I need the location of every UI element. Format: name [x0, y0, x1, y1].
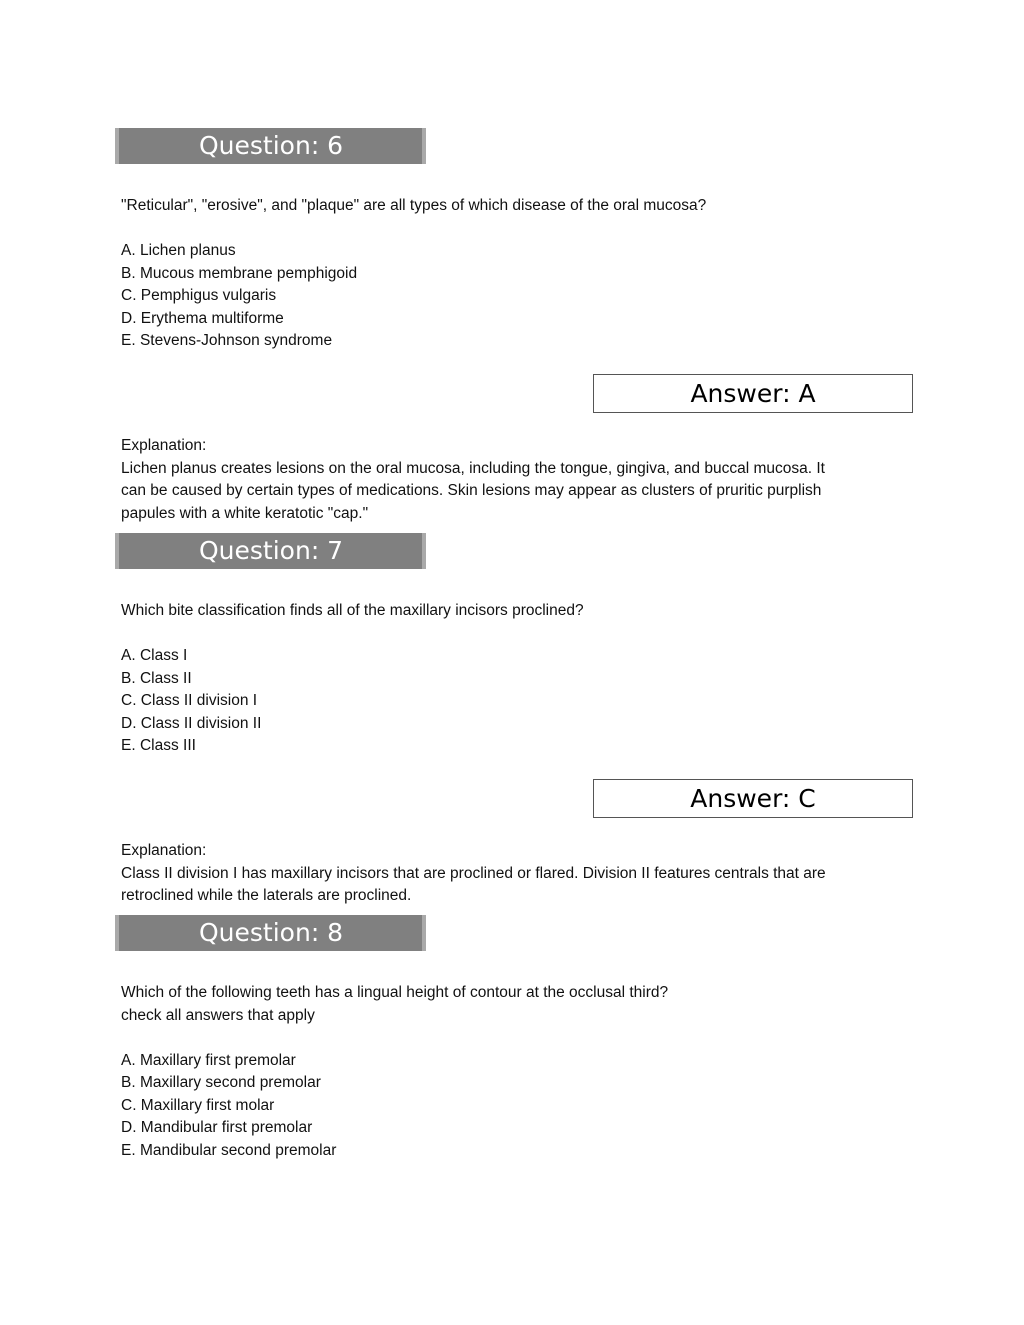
- question-8-option-b: B. Maxillary second premolar: [121, 1074, 321, 1091]
- question-8-body: [121, 982, 896, 1162]
- question-6-answer: Answer: A: [593, 374, 913, 413]
- question-8-option-a: A. Maxillary first premolar: [121, 1051, 296, 1069]
- question-7-title: Question: 7: [199, 536, 344, 565]
- question-8-title: Question: 8: [199, 918, 344, 947]
- question-7-option-d: D. Class II division II: [121, 714, 262, 732]
- question-7-option-b: B. Class II: [121, 669, 192, 687]
- question-6-option-e: E. Stevens-Johnson syndrome: [121, 332, 333, 349]
- question-8-option-c: C. Maxillary first molar: [121, 1096, 275, 1114]
- explanation-line: papules with a white keratotic "cap.": [121, 504, 369, 522]
- question-6-option-c: C. Pemphigus vulgaris: [121, 287, 277, 304]
- question-7-option-c: C. Class II division I: [121, 692, 258, 709]
- question-6-option-d: D. Erythema multiforme: [121, 309, 284, 327]
- question-6-body: [121, 195, 896, 353]
- explanation-line: Class II division I has maxillary incisors that are proclined or flared. Division II features centrals that are: [121, 864, 826, 882]
- explanation-label: Explanation:: [121, 437, 207, 454]
- explanation-line: can be caused by certain types of medications. Skin lesions may appear as clusters of pruritic purplish: [121, 482, 822, 499]
- question-7-option-e: E. Class III: [121, 737, 196, 754]
- question-8-prompt: Which of the following teeth has a lingual height of contour at the occlusal third?: [121, 984, 669, 1001]
- question-7-prompt: Which bite classification finds all of the maxillary incisors proclined?: [121, 602, 584, 619]
- question-7-body: [121, 600, 896, 758]
- question-8-option-e: E. Mandibular second premolar: [121, 1141, 337, 1159]
- question-6-title: Question: 6: [199, 131, 344, 160]
- question-8-instruction: check all answers that apply: [121, 1006, 315, 1024]
- question-7-header: [115, 533, 426, 569]
- question-6-option-b: B. Mucous membrane pemphigoid: [121, 264, 358, 282]
- explanation-line: retroclined while the laterals are proclined.: [121, 887, 412, 904]
- question-6-prompt: "Reticular", "erosive", and "plaque" are all types of which disease of the oral mucosa?: [121, 197, 707, 214]
- question-7-option-a: A. Class I: [121, 647, 188, 664]
- question-6-explanation: [121, 435, 896, 525]
- explanation-line: Lichen planus creates lesions on the oral mucosa, including the tongue, gingiva, and buccal mucosa. It: [121, 459, 825, 477]
- question-7-answer: Answer: C: [593, 779, 913, 818]
- question-8-option-d: D. Mandibular first premolar: [121, 1119, 313, 1136]
- question-6-header: [115, 128, 426, 164]
- explanation-label: Explanation:: [121, 842, 207, 859]
- question-6-option-a: A. Lichen planus: [121, 242, 236, 259]
- question-7-explanation: [121, 840, 896, 908]
- question-8-header: [115, 915, 426, 951]
